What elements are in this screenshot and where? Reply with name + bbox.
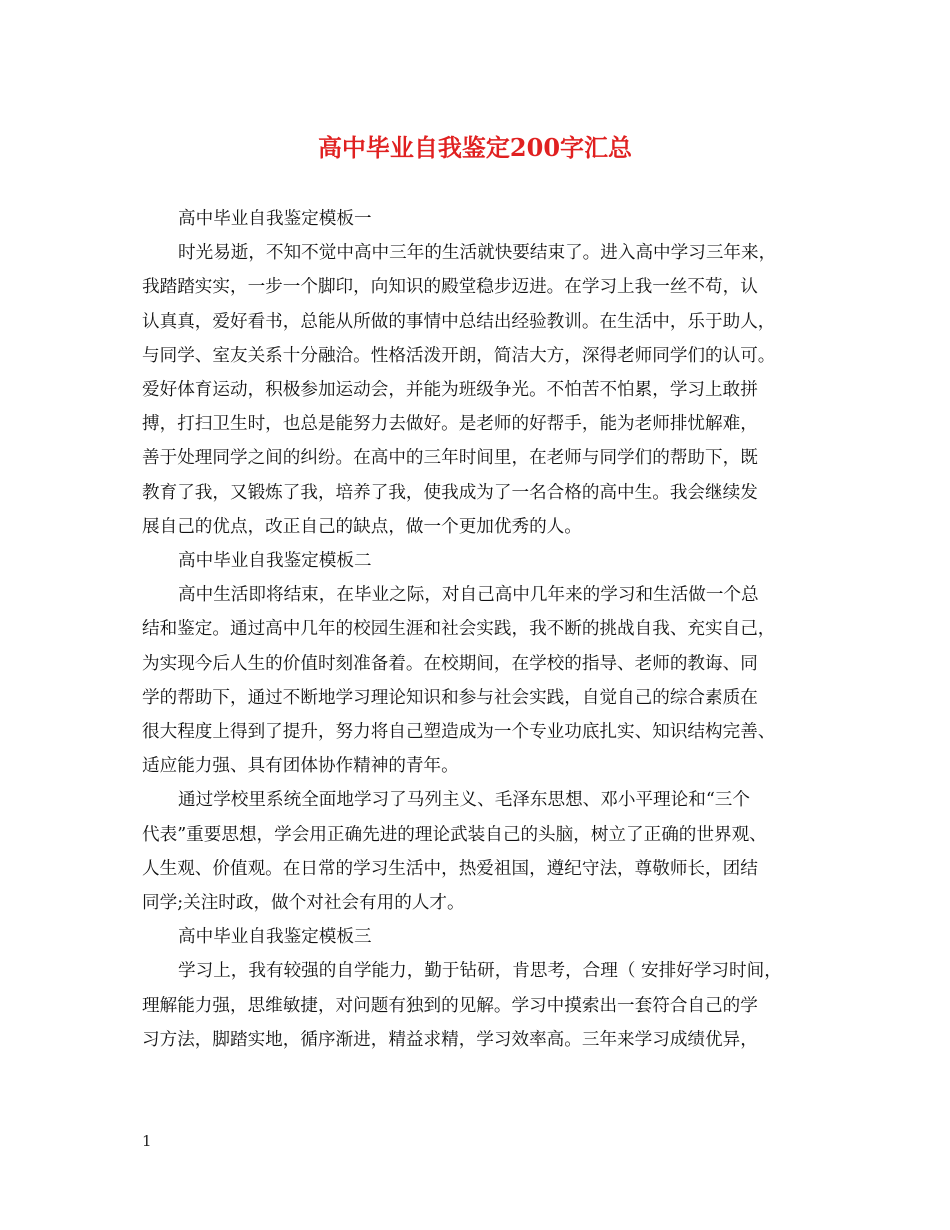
text-line: 善于处理同学之间的纠纷。在高中的三年时间里，在老师与同学们的帮助下，既 — [142, 448, 758, 469]
text-line: 适应能力强、具有团体协作精神的青年。 — [142, 756, 459, 777]
text-line: 学的帮助下，通过不断地学习理论知识和参与社会实践，自觉自己的综合素质在 — [142, 687, 758, 708]
body-text — [142, 202, 810, 1057]
heading-template-1: 高中毕业自我鉴定模板一 — [178, 209, 372, 229]
text-line: 认真真，爱好看书，总能从所做的事情中总结出经验教训。在生活中，乐于助人， — [142, 311, 776, 332]
text-line: 人生观、价值观。在日常的学习生活中，热爱祖国，遵纪守法，尊敬师长，团结 — [142, 858, 758, 879]
text-line: 时光易逝，不知不觉中高中三年的生活就快要结束了。进入高中学习三年来， — [178, 243, 777, 264]
text-line: 为实现今后人生的价值时刻准备着。在校期间，在学校的指导、老师的教诲、同 — [142, 653, 758, 674]
text-line: 展自己的优点，改正自己的缺点，做一个更加优秀的人。 — [142, 516, 582, 537]
text-line: 结和鉴定。通过高中几年的校园生涯和社会实践，我不断的挑战自我、充实自己， — [142, 619, 776, 640]
text-line: 通过学校里系统全面地学习了马列主义、毛泽东思想、邓小平理论和“三个 — [178, 790, 750, 811]
document-title: 高中毕业自我鉴定200字汇总 — [317, 133, 633, 162]
text-line: 很大程度上得到了提升，努力将自己塑造成为一个专业功底扎实、知识结构完善、 — [142, 722, 776, 743]
page-number: 1 — [142, 1132, 152, 1150]
text-line: 习方法，脚踏实地，循序渐进，精益求精，学习效率高。三年来学习成绩优异， — [142, 1029, 758, 1050]
text-line: 我踏踏实实，一步一个脚印，向知识的殿堂稳步迈进。在学习上我一丝不苟，认 — [142, 277, 758, 298]
text-line: 高中生活即将结束，在毕业之际，对自己高中几年来的学习和生活做一个总 — [178, 585, 759, 606]
text-line: 搏，打扫卫生时，也总是能努力去做好。是老师的好帮手，能为老师排忧解难， — [142, 414, 758, 435]
text-line: 同学;关注时政，做个对社会有用的人才。 — [142, 893, 465, 914]
text-line: 教育了我，又锻炼了我，培养了我，使我成为了一名合格的高中生。我会继续发 — [142, 482, 758, 503]
text-line: 代表”重要思想，学会用正确先进的理论武装自己的头脑，树立了正确的世界观、 — [142, 824, 767, 845]
document-body — [142, 202, 810, 1057]
text-line: 爱好体育运动，积极参加运动会，并能为班级争光。不怕苦不怕累，学习上敢拼 — [142, 380, 758, 401]
heading-template-3: 高中毕业自我鉴定模板三 — [178, 927, 372, 948]
text-line: 学习上，我有较强的自学能力，勤于钻研，肯思考，合理（ 安排好学习时间， — [178, 961, 782, 982]
text-line: 与同学、室友关系十分融洽。性格活泼开朗，简洁大方，深得老师同学们的认可。 — [142, 345, 776, 366]
text-line: 理解能力强，思维敏捷，对问题有独到的见解。学习中摸索出一套符合自己的学 — [142, 995, 758, 1016]
heading-template-2: 高中毕业自我鉴定模板二 — [178, 551, 372, 572]
